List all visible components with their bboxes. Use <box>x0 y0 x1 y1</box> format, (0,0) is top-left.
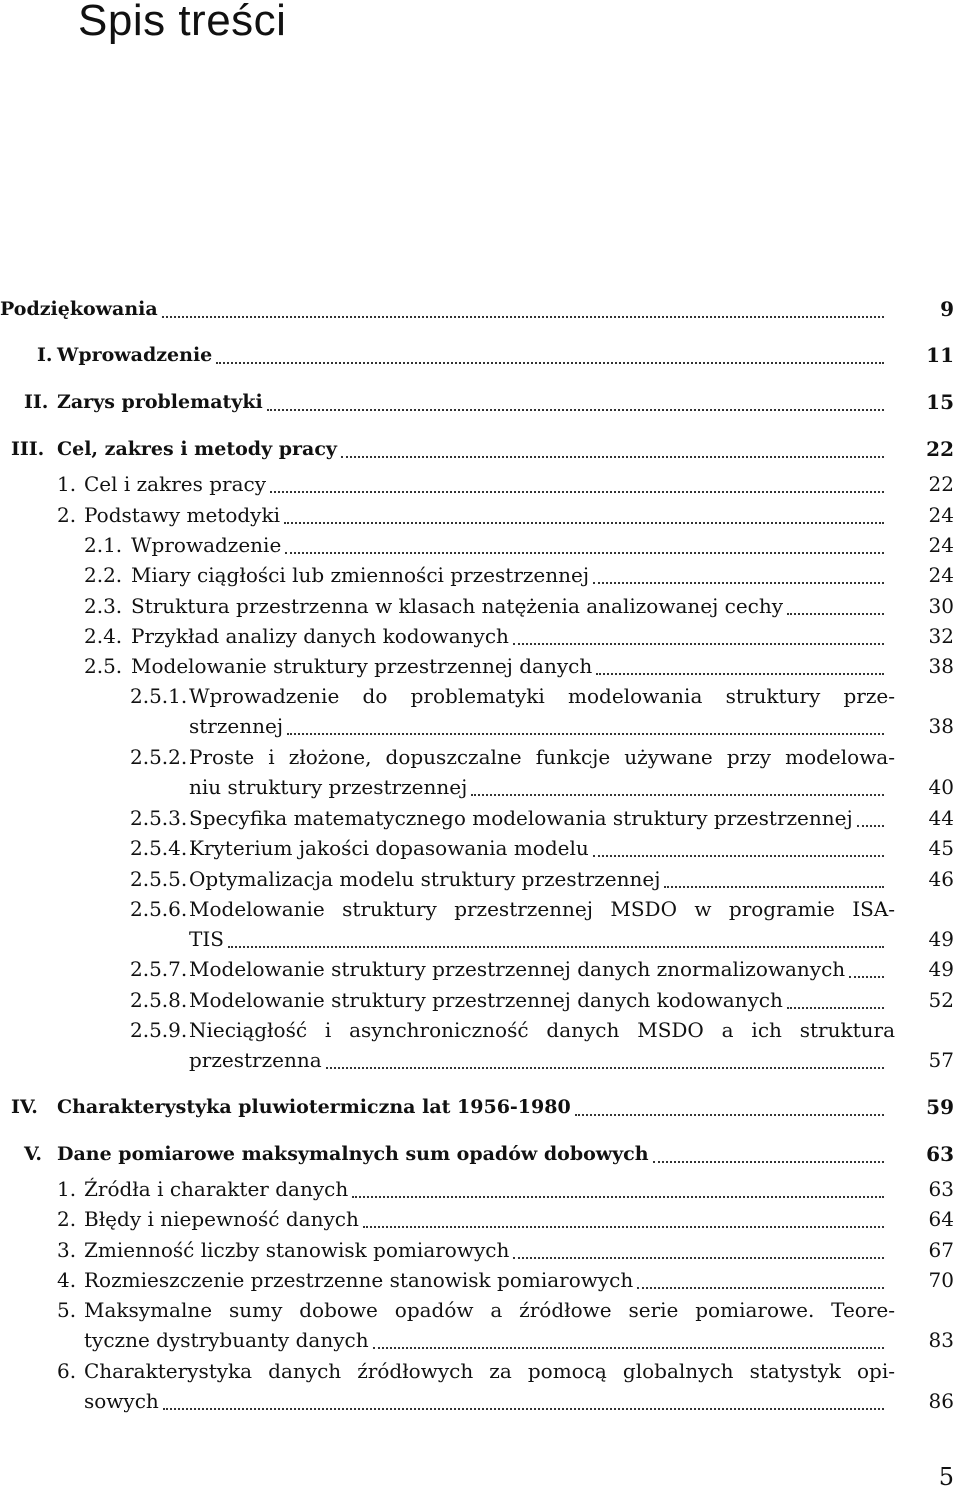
toc-page-number: 67 <box>928 1238 954 1262</box>
toc-entry-number: 2.2. <box>84 563 123 587</box>
toc-entry-number: 2. <box>57 503 77 527</box>
dot-leader <box>163 1388 884 1410</box>
toc-entry-number: 2.4. <box>84 624 123 648</box>
toc-entry-title-with-leader <box>189 712 888 740</box>
dot-leader <box>787 987 884 1009</box>
toc-entry-number: 2.5. <box>84 654 123 678</box>
toc-page-number: 15 <box>926 390 954 414</box>
toc-page-number: 52 <box>928 988 954 1012</box>
toc-line <box>0 1296 960 1324</box>
dot-leader <box>471 774 884 796</box>
toc-entry-number: 2. <box>57 1207 77 1231</box>
toc-page-number: 38 <box>928 654 954 678</box>
dot-leader <box>363 1206 884 1228</box>
toc-line <box>0 834 960 862</box>
toc-entry-title: Wprowadzenie do problematyki modelowania struktury prze- <box>189 684 895 708</box>
toc-entry-title-with-leader <box>57 341 888 369</box>
dot-leader <box>284 502 884 524</box>
toc-line <box>0 531 960 559</box>
toc-line <box>0 743 960 771</box>
dot-leader <box>857 805 884 827</box>
toc-entry-title: Zarys problematyki <box>57 391 263 413</box>
toc-entry-title-with-leader <box>131 622 888 650</box>
toc-entry-title-with-leader <box>131 592 888 620</box>
toc-line <box>0 1357 960 1385</box>
toc-entry-title: Błędy i niepewność danych <box>84 1207 359 1231</box>
toc-entry-title-with-leader <box>189 804 888 832</box>
toc-entry-title-with-leader <box>84 1175 888 1203</box>
toc-line <box>0 955 960 983</box>
toc-entry-title-with-leader <box>131 652 888 680</box>
toc-entry-title: tyczne dystrybuanty danych <box>84 1328 369 1352</box>
toc-entry-number: 5. <box>57 1298 77 1322</box>
toc-line <box>0 804 960 832</box>
toc-entry-number: 2.3. <box>84 594 123 618</box>
toc-entry-number: 2.5.2. <box>130 745 188 769</box>
dot-leader <box>787 593 884 615</box>
toc-entry-title: Przykład analizy danych kodowanych <box>131 624 509 648</box>
toc-entry-title: Optymalizacja modelu struktury przestrzennej <box>189 867 661 891</box>
toc-entry-title-with-leader <box>189 865 888 893</box>
dot-leader <box>849 956 884 978</box>
toc-entry-title-with-leader <box>57 388 888 416</box>
toc-page-number: 64 <box>928 1207 954 1231</box>
toc-line <box>0 295 960 323</box>
toc-page-number: 59 <box>926 1095 954 1119</box>
toc-entry-title: przestrzenna <box>189 1048 322 1072</box>
toc-entry-title: Charakterystyka danych źródłowych za pomocą globalnych statystyk opi- <box>84 1359 895 1383</box>
toc-entry-number: V. <box>24 1143 43 1165</box>
toc-entry-number: 1. <box>57 472 77 496</box>
toc-page-number: 63 <box>926 1142 954 1166</box>
toc-page-number: 22 <box>926 437 954 461</box>
toc-page-number: 24 <box>928 563 954 587</box>
toc-line <box>0 501 960 529</box>
toc-page-number: 63 <box>928 1177 954 1201</box>
toc-entry-title: Modelowanie struktury przestrzennej danych znormalizowanych <box>189 957 846 981</box>
toc-entry-title-with-leader <box>84 501 888 529</box>
toc-page-number: 49 <box>928 927 954 951</box>
toc-page-number: 30 <box>928 594 954 618</box>
dot-leader <box>162 296 884 318</box>
toc-line <box>0 1236 960 1264</box>
toc-entry-title: Podziękowania <box>0 298 158 320</box>
toc-entry-title-with-leader <box>189 955 888 983</box>
toc-entry-number: 1. <box>57 1177 77 1201</box>
toc-entry-number: 2.5.8. <box>130 988 188 1012</box>
toc-entry-title: Rozmieszczenie przestrzenne stanowisk pomiarowych <box>84 1268 634 1292</box>
toc-entry-title-with-leader <box>189 925 888 953</box>
toc-line <box>0 1326 960 1354</box>
toc-entry-title: sowych <box>84 1389 159 1413</box>
toc-line <box>0 865 960 893</box>
toc-entry-number: 2.5.3. <box>130 806 188 830</box>
toc-entry-number: 4. <box>57 1268 77 1292</box>
toc-line <box>0 1205 960 1233</box>
dot-leader <box>228 926 884 948</box>
toc-entry-title: Miary ciągłości lub zmienności przestrzennej <box>131 563 590 587</box>
toc-entry-title: Maksymalne sumy dobowe opadów a źródłowe serie pomiarowe. Teore- <box>84 1298 895 1322</box>
toc-page-number: 38 <box>928 714 954 738</box>
toc-line <box>0 1046 960 1074</box>
dot-leader <box>513 623 884 645</box>
toc-entry-number: 2.5.5. <box>130 867 188 891</box>
toc-entry-title-with-leader <box>189 773 888 801</box>
toc-entry-title-with-leader <box>84 1266 888 1294</box>
toc-entry-title-with-leader <box>189 834 888 862</box>
toc-entry-number: II. <box>24 391 49 413</box>
toc-entry-title-with-leader <box>131 531 888 559</box>
toc-page-number: 11 <box>926 343 954 367</box>
dot-leader <box>593 562 884 584</box>
toc-page-number: 86 <box>928 1389 954 1413</box>
toc-entry-title: Modelowanie struktury przestrzennej danych <box>131 654 593 678</box>
toc-entry-title-with-leader <box>189 1046 888 1074</box>
toc-page-number: 32 <box>928 624 954 648</box>
toc-line <box>0 388 960 416</box>
toc-line <box>0 435 960 463</box>
toc-page-number: 57 <box>928 1048 954 1072</box>
toc-line <box>0 712 960 740</box>
toc-entry-number: 2.5.9. <box>130 1018 188 1042</box>
toc-entry-title-with-leader <box>84 1387 888 1415</box>
toc-page-number: 24 <box>928 503 954 527</box>
toc-entry-title: Zmienność liczby stanowisk pomiarowych <box>84 1238 510 1262</box>
toc-entry-title: Podstawy metodyki <box>84 503 280 527</box>
toc-page-number: 83 <box>928 1328 954 1352</box>
dot-leader <box>267 389 884 411</box>
toc-entry-title-with-leader <box>84 1205 888 1233</box>
toc-page-number: 24 <box>928 533 954 557</box>
dot-leader <box>352 1176 884 1198</box>
toc-entry-title: strzennej <box>189 714 284 738</box>
toc-line <box>0 1016 960 1044</box>
toc-entry-title: TIS <box>189 927 224 951</box>
toc-entry-title: Charakterystyka pluwiotermiczna lat 1956-1980 <box>57 1096 571 1118</box>
toc-entry-title-with-leader <box>57 1140 888 1168</box>
dot-leader <box>575 1094 884 1116</box>
toc-entry-title: Dane pomiarowe maksymalnych sum opadów dobowych <box>57 1143 649 1165</box>
toc-entry-title: Cel, zakres i metody pracy <box>57 438 337 460</box>
toc-entry-number: IV. <box>11 1096 38 1118</box>
toc-entry-title-with-leader <box>84 1236 888 1264</box>
toc-line <box>0 622 960 650</box>
toc-entry-number: 3. <box>57 1238 77 1262</box>
dot-leader <box>270 471 884 493</box>
dot-leader <box>637 1267 884 1289</box>
toc-entry-number: 2.5.7. <box>130 957 188 981</box>
toc-entry-title: Cel i zakres pracy <box>84 472 267 496</box>
toc-entry-title-with-leader <box>84 1326 888 1354</box>
toc-entry-title-with-leader <box>189 986 888 1014</box>
page-number: 5 <box>938 1463 954 1491</box>
dot-leader <box>653 1141 884 1163</box>
toc-entry-title: Kryterium jakości dopasowania modelu <box>189 836 589 860</box>
toc-entry-title-with-leader <box>57 1093 888 1121</box>
toc-entry-title: Modelowanie struktury przestrzennej danych kodowanych <box>189 988 783 1012</box>
toc-entry-title-with-leader <box>0 295 888 323</box>
toc-line <box>0 470 960 498</box>
toc-page-number: 46 <box>928 867 954 891</box>
toc-entry-title-with-leader <box>131 561 888 589</box>
toc-entry-title: Nieciągłość i asynchroniczność danych MSDO a ich struktura <box>189 1018 895 1042</box>
toc-line <box>0 341 960 369</box>
toc-line <box>0 895 960 923</box>
toc-line <box>0 1175 960 1203</box>
toc-entry-title: Specyfika matematycznego modelowania struktury przestrzennej <box>189 806 853 830</box>
toc-line <box>0 773 960 801</box>
toc-entry-title: Wprowadzenie <box>57 344 213 366</box>
toc-page-number: 70 <box>928 1268 954 1292</box>
toc-line <box>0 986 960 1014</box>
toc-line <box>0 652 960 680</box>
dot-leader <box>285 532 884 554</box>
dot-leader <box>593 835 884 857</box>
dot-leader <box>341 436 884 458</box>
toc-entry-title: Modelowanie struktury przestrzennej MSDO w programie ISA- <box>189 897 895 921</box>
toc-line <box>0 1140 960 1168</box>
toc-page-number: 49 <box>928 957 954 981</box>
dot-leader <box>287 713 884 735</box>
toc-line <box>0 1387 960 1415</box>
toc-line <box>0 682 960 710</box>
toc-entry-number: 2.5.6. <box>130 897 188 921</box>
toc-entry-title: Struktura przestrzenna w klasach natężenia analizowanej cechy <box>131 594 784 618</box>
toc-page-number: 22 <box>928 472 954 496</box>
toc-entry-number: 6. <box>57 1359 77 1383</box>
toc-entry-number: I. <box>37 344 53 366</box>
toc-page-number: 44 <box>928 806 954 830</box>
toc-entry-number: 2.1. <box>84 533 123 557</box>
toc-entry-title: Źródła i charakter danych <box>84 1177 349 1201</box>
toc-line <box>0 1093 960 1121</box>
toc-entry-number: III. <box>11 438 45 460</box>
dot-leader <box>664 866 884 888</box>
toc-line <box>0 1266 960 1294</box>
toc-page-number: 40 <box>928 775 954 799</box>
toc-line <box>0 925 960 953</box>
toc-line <box>0 592 960 620</box>
toc-page-number: 45 <box>928 836 954 860</box>
dot-leader <box>373 1327 884 1349</box>
toc-page-number: 9 <box>940 297 954 321</box>
toc-entry-title-with-leader <box>57 435 888 463</box>
toc-entry-title: Wprowadzenie <box>131 533 282 557</box>
toc-entry-title: Proste i złożone, dopuszczalne funkcje używane przy modelowa- <box>189 745 895 769</box>
toc-entry-title: niu struktury przestrzennej <box>189 775 468 799</box>
page-title: Spis treści <box>78 0 287 45</box>
toc-entry-title-with-leader <box>84 470 888 498</box>
dot-leader <box>513 1237 884 1259</box>
toc-entry-number: 2.5.1. <box>130 684 188 708</box>
dot-leader <box>596 653 884 675</box>
dot-leader <box>216 342 884 364</box>
toc-line <box>0 561 960 589</box>
toc-entry-number: 2.5.4. <box>130 836 188 860</box>
dot-leader <box>326 1047 884 1069</box>
